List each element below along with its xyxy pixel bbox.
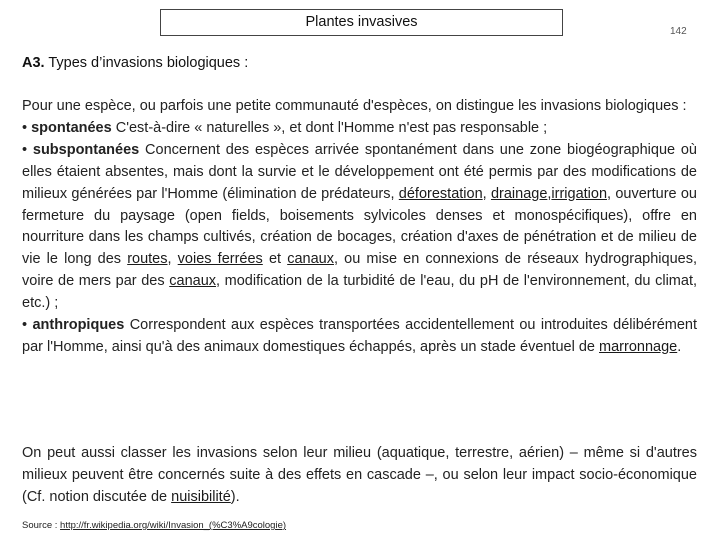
paragraph-text: On peut aussi classer les invasions selon leur milieu (aquatique, terrestre, aérien) – même si d'autres milieux peuvent être concernés suite à des effets en cascade –, ou selon leur impact socio-économique (Cf. notion discutée de: [22, 445, 697, 505]
source-label: Source :: [22, 520, 61, 531]
link-marronnage[interactable]: marronnage: [599, 338, 678, 355]
list-item-anthropiques: [22, 315, 697, 359]
item-text: et: [262, 251, 288, 268]
link-nuisibilite[interactable]: nuisibilité: [171, 488, 231, 505]
item-text: C'est-à-dire « naturelles », et dont l'Homme n'est pas responsable ;: [111, 119, 548, 136]
link-drainage[interactable]: drainage: [490, 185, 548, 202]
intro-paragraph: Pour une espèce, ou parfois une petite communauté d'espèces, on distingue les invasions biologiques :: [22, 98, 687, 114]
item-text: ,: [547, 185, 552, 202]
link-irrigation[interactable]: irrigation: [551, 185, 608, 202]
second-paragraph: [22, 443, 697, 509]
source-link[interactable]: http://fr.wikipedia.org/wiki/Invasion_(%C3%A9cologie): [60, 520, 287, 531]
item-text: , ou mise en connexions de réseaux hydrographiques, voire de mers par des: [22, 251, 697, 290]
section-title: Types d’invasions biologiques :: [44, 55, 249, 71]
item-text: .: [677, 338, 682, 355]
link-deforestation[interactable]: déforestation: [398, 185, 483, 202]
term-spontanees: spontanées: [31, 119, 112, 136]
section-prefix: A3.: [22, 55, 45, 71]
section-heading: [22, 55, 248, 71]
page-title-box: [160, 9, 563, 36]
term-subspontanees: subspontanées: [32, 141, 140, 158]
item-text: , ouverture ou fermeture du paysage (open fields, boisements sylvicoles denses et monospécifiques), offre en nourriture dans les champs cultivés, création de bocages, création d'axes de pénétration et de milieu de vie le long des: [22, 185, 697, 268]
link-voies-ferrees[interactable]: voies ferrées: [177, 251, 263, 268]
link-canaux-2[interactable]: canaux: [169, 273, 217, 290]
item-text: Correspondent aux espèces transportées accidentellement ou introduites délibérément par l'Homme, ainsi qu'à des animaux domestiques échappés, après un stade éventuel de: [22, 317, 697, 355]
link-canaux[interactable]: canaux: [287, 251, 334, 268]
paragraph: [22, 443, 697, 509]
bullet: •: [22, 141, 33, 158]
list-item-spontanees: [22, 118, 697, 140]
bullet: •: [22, 119, 32, 136]
item-text: ,: [482, 185, 491, 202]
page-number: 142: [670, 26, 687, 37]
source-line: [22, 520, 286, 531]
paragraph-text: ).: [230, 488, 240, 505]
item-text: ,: [167, 251, 178, 268]
item-text: , modification de la turbidité de l'eau, du pH de l'environnement, du climat, etc.) ;: [22, 273, 697, 312]
term-anthropiques: anthropiques: [32, 317, 125, 334]
list-item-subspontanees: [22, 140, 697, 315]
bullet: •: [22, 317, 33, 334]
body-text: [22, 96, 697, 359]
item-text: Concernent des espèces arrivée spontanément dans une zone biogéographique où elles étaient absentes, mais dont la survie et le développement ont été permis par des modifications de milieux générées par l'Homme (élimination de prédateurs,: [22, 141, 697, 202]
link-routes[interactable]: routes: [127, 251, 168, 268]
page-title: Plantes invasives: [305, 14, 418, 30]
